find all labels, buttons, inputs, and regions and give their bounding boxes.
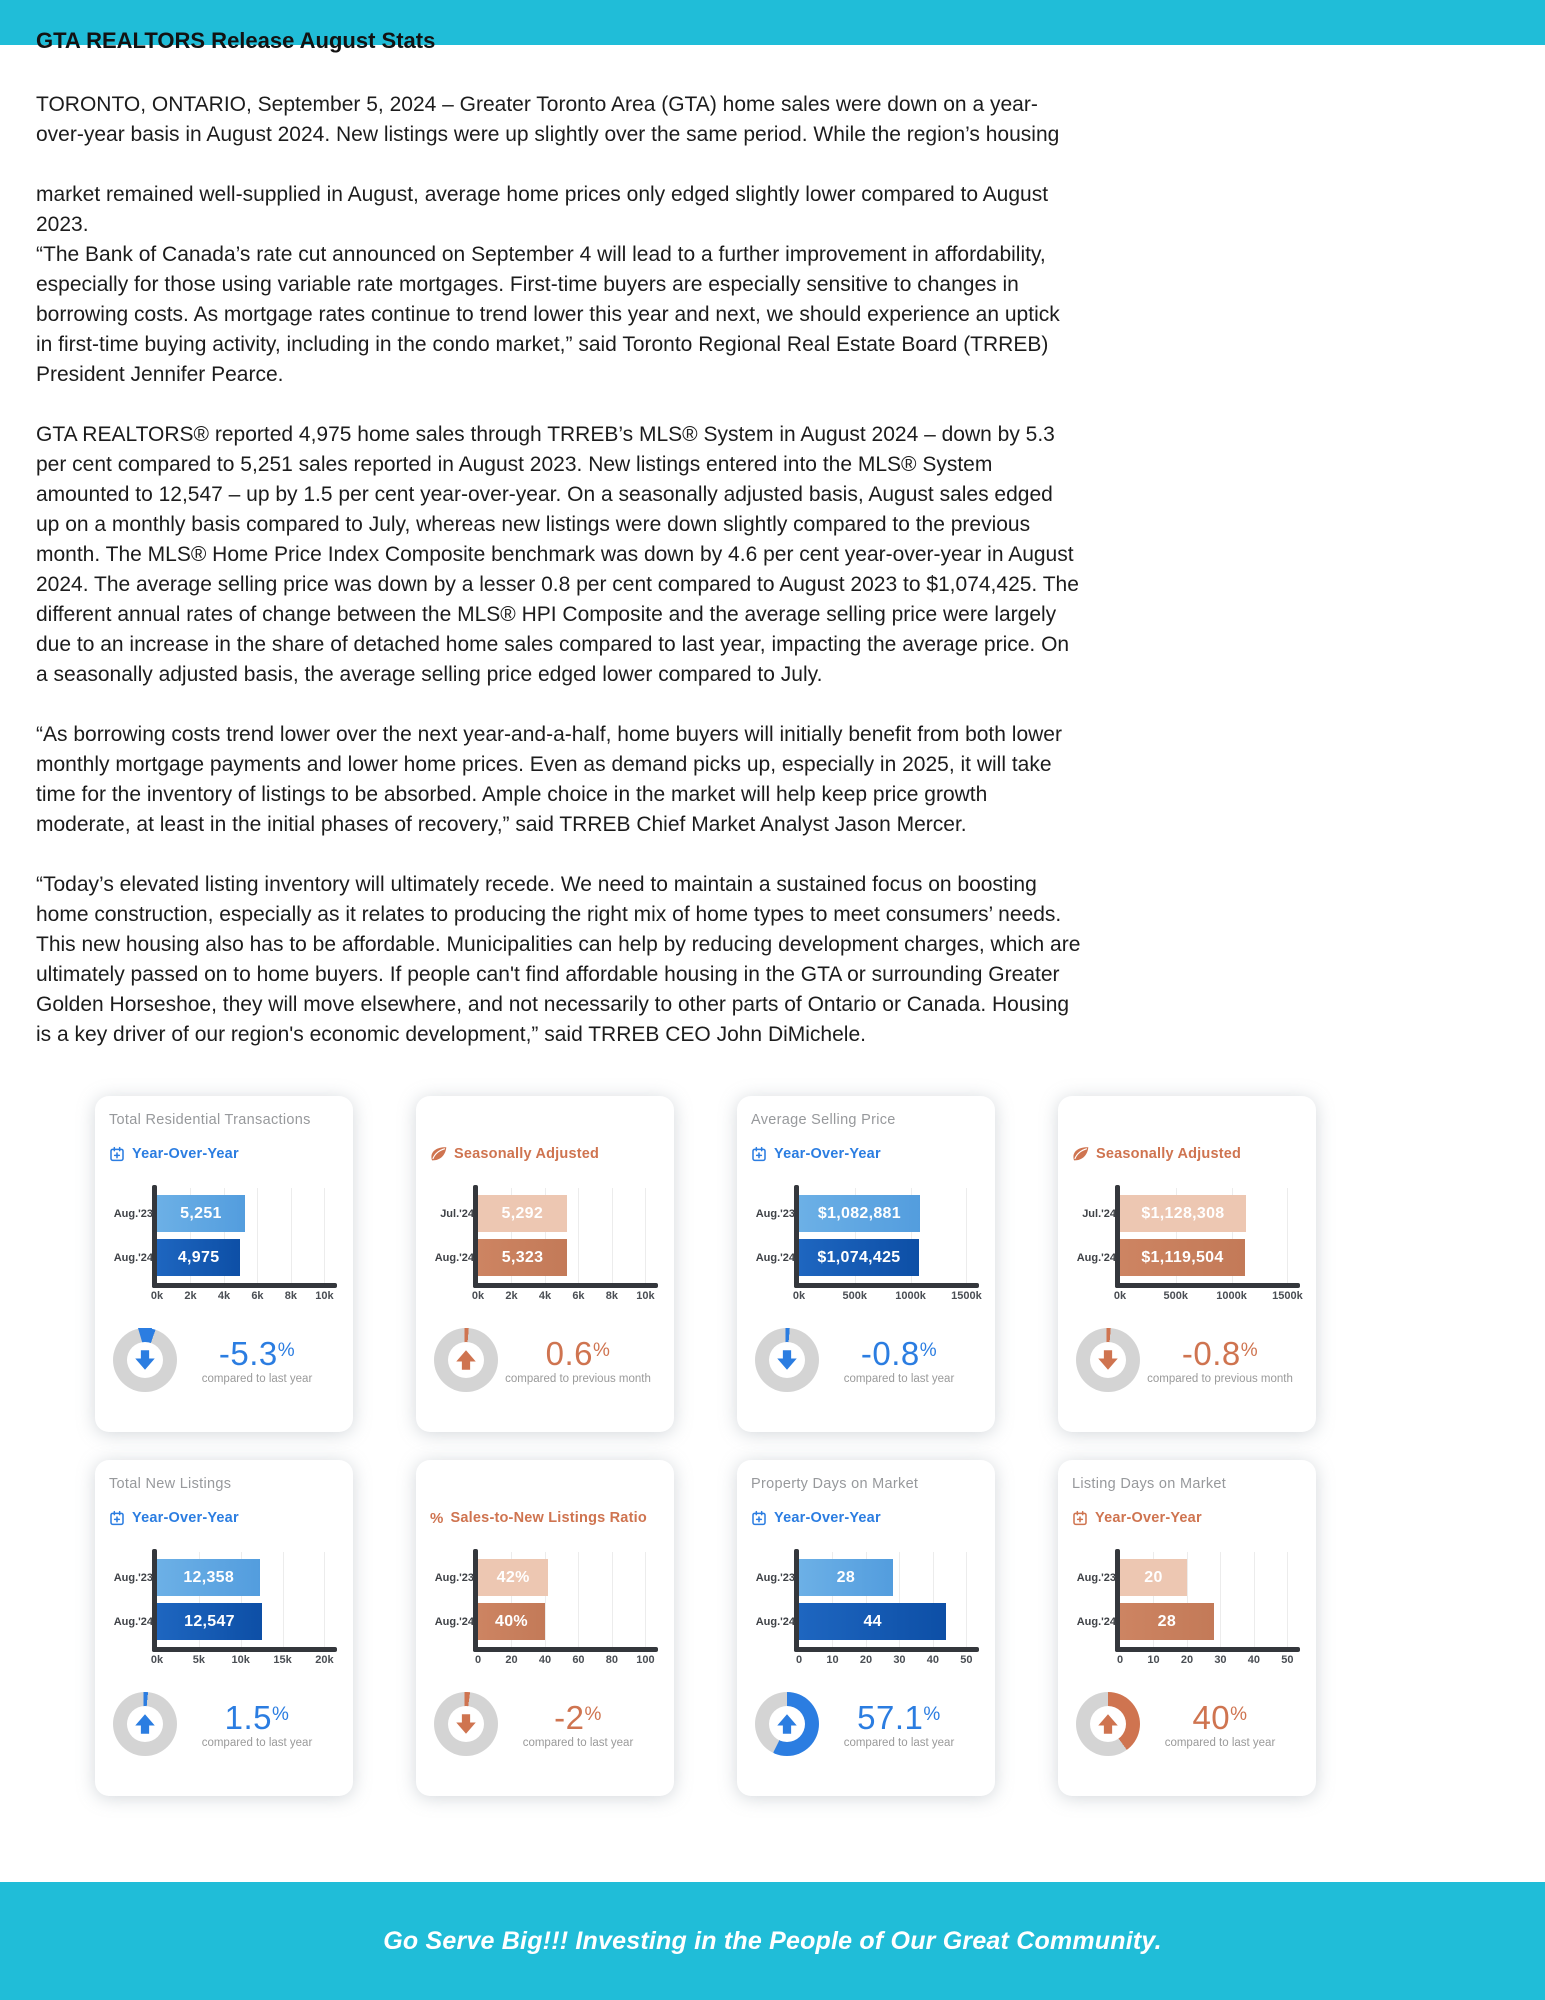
bar-previous-period	[799, 1195, 920, 1232]
tick-label: 0	[1116, 1654, 1124, 1666]
bar-category-label: Aug.'24	[113, 1615, 153, 1628]
up-arrow-icon	[133, 1712, 157, 1736]
x-axis	[152, 1283, 337, 1288]
card-period-badge	[1072, 1144, 1302, 1164]
bar-row	[751, 1603, 979, 1640]
tick-label: 100	[636, 1654, 655, 1666]
tick-label: 10k	[315, 1290, 334, 1302]
bar-category-label: Aug.'24	[434, 1251, 474, 1264]
stat-card	[416, 1460, 674, 1796]
donut-hole	[1090, 1706, 1126, 1742]
bar-previous-period	[478, 1195, 567, 1232]
stat-card	[737, 1460, 995, 1796]
donut-hole	[127, 1342, 163, 1378]
tick-label: 20	[1180, 1654, 1194, 1666]
card-badge-label: Seasonally Adjusted	[1096, 1146, 1242, 1162]
tick-label: 500k	[842, 1290, 868, 1302]
tick-label: 5k	[192, 1654, 205, 1666]
calendar-icon	[109, 1146, 125, 1162]
delta-donut	[755, 1328, 819, 1392]
x-axis-ticks	[471, 1290, 658, 1306]
press-release-body	[36, 28, 1081, 1050]
bar-current-period	[478, 1239, 567, 1276]
up-arrow-icon	[454, 1348, 478, 1372]
bar-category-label: Aug.'23	[755, 1207, 795, 1220]
change-indicator	[434, 1328, 658, 1392]
bar-row	[751, 1559, 979, 1596]
bar-chart	[751, 1552, 981, 1670]
change-indicator	[755, 1328, 979, 1392]
bar-value-label: $1,119,504	[1141, 1248, 1224, 1266]
donut-hole	[769, 1342, 805, 1378]
stat-card	[95, 1460, 353, 1796]
bar-chart	[109, 1188, 339, 1306]
tick-label: 0k	[471, 1290, 485, 1302]
x-axis	[1115, 1283, 1300, 1288]
donut-hole	[448, 1706, 484, 1742]
bar-value-label: $1,074,425	[817, 1248, 901, 1266]
bar-current-period	[1120, 1239, 1245, 1276]
bar-chart	[751, 1188, 981, 1306]
x-axis	[794, 1647, 979, 1652]
bar-value-label: 40%	[495, 1612, 528, 1630]
card-badge-label: Year-Over-Year	[132, 1146, 239, 1162]
tick-label: 4k	[217, 1290, 231, 1302]
bar-previous-period	[157, 1195, 245, 1232]
calendar-icon	[751, 1146, 767, 1162]
x-axis-ticks	[795, 1654, 979, 1670]
card-period-badge	[430, 1144, 660, 1164]
delta-caption: compared to previous month	[1147, 1373, 1293, 1385]
bar-current-period	[157, 1239, 240, 1276]
card-badge-label: Sales-to-New Listings Ratio	[450, 1510, 647, 1526]
bar-category-label: Aug.'24	[113, 1251, 153, 1264]
bar-category-label: Jul.'24	[440, 1207, 474, 1220]
stat-card	[416, 1096, 674, 1432]
bar-value-label: 44	[863, 1612, 882, 1630]
bar-row	[109, 1559, 337, 1596]
tick-label: 40	[926, 1654, 940, 1666]
stat-card	[1058, 1096, 1316, 1432]
tick-label: 2k	[184, 1290, 197, 1302]
tick-label: 500k	[1163, 1290, 1189, 1302]
donut-hole	[769, 1706, 805, 1742]
bar-category-label: Aug.'23	[113, 1571, 153, 1584]
delta-caption: compared to last year	[201, 1737, 313, 1749]
bar-value-label: 12,358	[183, 1568, 235, 1586]
down-arrow-icon	[454, 1712, 478, 1736]
x-axis	[794, 1283, 979, 1288]
x-axis-ticks	[792, 1290, 982, 1306]
card-badge-label: Year-Over-Year	[774, 1146, 881, 1162]
leaf-icon	[1072, 1146, 1089, 1162]
bar-current-period	[1120, 1603, 1214, 1640]
card-title: Property Days on Market	[751, 1476, 919, 1492]
bar-category-label: Aug.'24	[434, 1615, 474, 1628]
delta-percentage: 1.5%	[224, 1699, 290, 1736]
bar-previous-period	[1120, 1195, 1246, 1232]
bar-previous-period	[799, 1559, 893, 1596]
change-indicator	[434, 1692, 658, 1756]
delta-percentage: -0.8%	[1181, 1335, 1259, 1372]
bar-category-label: Aug.'24	[1076, 1251, 1116, 1264]
bar-category-label: Aug.'23	[113, 1207, 153, 1220]
delta-donut	[1076, 1692, 1140, 1756]
card-period-badge	[751, 1508, 981, 1528]
tick-label: 6k	[251, 1290, 264, 1302]
donut-hole	[448, 1342, 484, 1378]
x-axis	[473, 1283, 658, 1288]
delta-percentage: -2%	[554, 1699, 602, 1736]
tick-label: 1500k	[951, 1290, 982, 1302]
delta-caption: compared to last year	[843, 1373, 955, 1385]
delta-donut	[434, 1328, 498, 1392]
tick-label: 30	[893, 1654, 906, 1666]
stat-card	[1058, 1460, 1316, 1796]
card-period-badge	[430, 1508, 660, 1528]
bar-rows	[109, 1188, 337, 1283]
card-badge-label: Year-Over-Year	[1095, 1510, 1202, 1526]
bar-current-period	[799, 1239, 919, 1276]
card-title: Total Residential Transactions	[109, 1112, 311, 1128]
card-period-badge	[109, 1144, 339, 1164]
delta-donut	[755, 1692, 819, 1756]
bar-current-period	[157, 1603, 262, 1640]
bar-row	[1072, 1603, 1300, 1640]
delta-percentage: -5.3%	[218, 1335, 296, 1372]
bar-category-label: Aug.'24	[755, 1251, 795, 1264]
tick-label: 6k	[572, 1290, 585, 1302]
x-axis	[152, 1647, 337, 1652]
bar-value-label: 28	[1157, 1612, 1177, 1630]
tick-label: 1000k	[895, 1290, 926, 1302]
paragraph-pearce-quote: “The Bank of Canada’s rate cut announced on September 4 will lead to a further improvement in affordability, especially for those using variable rate mortgages. First-time buyers are especially sensitive to changes in borrowing costs. As mortgage rates continue to trend lower this year and next, we should experience an uptick in first-time buying activity, including in the condo market,” said Toronto Regional Real Estate Board (TRREB) President Jennifer Pearce.	[36, 243, 1060, 386]
down-arrow-icon	[1096, 1348, 1120, 1372]
bar-row	[109, 1195, 337, 1232]
tick-label: 60	[572, 1654, 585, 1666]
bar-value-label: 4,975	[177, 1248, 220, 1266]
delta-caption: compared to last year	[201, 1373, 313, 1385]
delta-caption: compared to previous month	[505, 1373, 651, 1385]
bar-row	[430, 1559, 658, 1596]
delta-caption: compared to last year	[843, 1737, 955, 1749]
tick-label: 15k	[273, 1654, 292, 1666]
x-axis-ticks	[1116, 1654, 1300, 1670]
donut-hole	[1090, 1342, 1126, 1378]
bar-rows	[751, 1188, 979, 1283]
tick-label: 2k	[505, 1290, 518, 1302]
bar-previous-period	[478, 1559, 548, 1596]
change-indicator	[1076, 1328, 1300, 1392]
footer-band	[0, 1882, 1545, 2000]
footer-motto: Go Serve Big!!! Investing in the People of Our Great Community.	[383, 1926, 1162, 1955]
bar-row	[430, 1239, 658, 1276]
bar-value-label: 5,251	[180, 1204, 222, 1222]
paragraph-dimichele-quote: “Today’s elevated listing inventory will ultimately recede. We need to maintain a sustained focus on boosting home construction, especially as it relates to producing the right mix of home types to meet consumers’ needs. This new housing also has to be affordable. Municipalities can help by reducing development charges, which are ultimately passed on to home buyers. If people can't find affordable housing in the GTA or surrounding Greater Golden Horseshoe, they will move elsewhere, and not necessarily to other parts of Ontario or Canada. Housing is a key driver of our region's economic development,” said TRREB CEO John DiMichele.	[36, 873, 1081, 1046]
tick-label: 1000k	[1216, 1290, 1247, 1302]
delta-percentage: -0.8%	[860, 1335, 938, 1372]
up-arrow-icon	[775, 1712, 799, 1736]
tick-label: 0k	[150, 1290, 164, 1302]
x-axis-ticks	[150, 1654, 337, 1670]
bar-category-label: Aug.'24	[755, 1615, 795, 1628]
card-period-badge	[109, 1508, 339, 1528]
change-indicator	[113, 1328, 337, 1392]
bar-row	[1072, 1195, 1300, 1232]
bar-value-label: 12,547	[184, 1612, 235, 1630]
tick-label: 10	[1147, 1654, 1160, 1666]
bar-rows	[1072, 1552, 1300, 1647]
tick-label: 20	[859, 1654, 873, 1666]
tick-label: 30	[1214, 1654, 1227, 1666]
bar-category-label: Jul.'24	[1082, 1207, 1116, 1220]
card-badge-label: Year-Over-Year	[774, 1510, 881, 1526]
delta-percentage: 57.1%	[857, 1699, 941, 1736]
tick-label: 10k	[231, 1654, 250, 1666]
bar-current-period	[799, 1603, 946, 1640]
tick-label: 0k	[150, 1654, 164, 1666]
card-period-badge	[751, 1144, 981, 1164]
tick-label: 50	[1281, 1654, 1294, 1666]
tick-label: 0k	[792, 1290, 806, 1302]
delta-caption: compared to last year	[1164, 1737, 1276, 1749]
bar-current-period	[478, 1603, 545, 1640]
bar-row	[751, 1195, 979, 1232]
delta-donut	[113, 1328, 177, 1392]
tick-label: 10	[826, 1654, 839, 1666]
tick-label: 20k	[315, 1654, 334, 1666]
calendar-icon	[109, 1510, 125, 1526]
card-badge-label: Seasonally Adjusted	[454, 1146, 600, 1162]
bar-value-label: 20	[1144, 1568, 1163, 1586]
bar-rows	[1072, 1188, 1300, 1283]
tick-label: 40	[1247, 1654, 1261, 1666]
bar-value-label: $1,128,308	[1141, 1204, 1225, 1222]
card-title: Average Selling Price	[751, 1112, 896, 1128]
stat-cards	[95, 1096, 1317, 1796]
bar-rows	[430, 1552, 658, 1647]
tick-label: 10k	[636, 1290, 655, 1302]
stat-card	[95, 1096, 353, 1432]
x-axis	[1115, 1647, 1300, 1652]
down-arrow-icon	[775, 1348, 799, 1372]
page-title: GTA REALTORS Release August Stats	[36, 28, 436, 53]
bar-rows	[751, 1552, 979, 1647]
tick-label: 0	[795, 1654, 803, 1666]
paragraph-mercer-quote: “As borrowing costs trend lower over the next year-and-a-half, home buyers will initially benefit from both lower monthly mortgage payments and lower home prices. Even as demand picks up, especially in 2025, it will take time for the inventory of listings to be absorbed. Ample choice in the market will help keep price growth moderate, at least in the initial phases of recovery,” said TRREB Chief Market Analyst Jason Mercer.	[36, 723, 1062, 836]
stat-card	[737, 1096, 995, 1432]
bar-previous-period	[1120, 1559, 1187, 1596]
change-indicator	[1076, 1692, 1300, 1756]
up-arrow-icon	[1096, 1712, 1120, 1736]
bar-rows	[430, 1188, 658, 1283]
x-axis	[473, 1647, 658, 1652]
bar-value-label: 42%	[496, 1568, 530, 1586]
delta-percentage: 40%	[1192, 1699, 1248, 1736]
tick-label: 20	[505, 1654, 518, 1666]
bar-row	[430, 1603, 658, 1640]
tick-label: 40	[538, 1654, 552, 1666]
tick-label: 0k	[1113, 1290, 1127, 1302]
calendar-icon	[751, 1510, 767, 1526]
paragraph-stats: GTA REALTORS® reported 4,975 home sales through TRREB’s MLS® System in August 2024 – down by 5.3 per cent compared to 5,251 sales reported in August 2023. New listings entered into the MLS® System amounted to 12,547 – up by 1.5 per cent year-over-year. On a seasonally adjusted basis, August sales edged up on a monthly basis compared to July, whereas new listings were down slightly compared to the previous month. The MLS® Home Price Index Composite benchmark was down by 4.6 per cent year-over-year in August 2024. The average selling price was down by a lesser 0.8 per cent compared to August 2023 to $1,074,425. The different annual rates of change between the MLS® HPI Composite and the average selling price were largely due to an increase in the share of detached home sales compared to last year, impacting the average price. On a seasonally adjusted basis, the average selling price edged lower compared to July.	[36, 423, 1079, 686]
bar-category-label: Aug.'24	[1076, 1615, 1116, 1628]
bar-row	[1072, 1559, 1300, 1596]
card-title	[430, 1112, 660, 1134]
x-axis-ticks	[474, 1654, 658, 1670]
delta-donut	[1076, 1328, 1140, 1392]
bar-chart	[430, 1552, 660, 1670]
bar-value-label: $1,082,881	[817, 1204, 901, 1222]
x-axis-ticks	[150, 1290, 337, 1306]
bar-chart	[1072, 1188, 1302, 1306]
card-title: Total New Listings	[109, 1476, 232, 1492]
bar-category-label: Aug.'23	[755, 1571, 795, 1584]
change-indicator	[755, 1692, 979, 1756]
card-badge-label: Year-Over-Year	[132, 1510, 239, 1526]
calendar-icon	[1072, 1510, 1088, 1526]
paragraph-intro: TORONTO, ONTARIO, September 5, 2024 – Greater Toronto Area (GTA) home sales were down on a year-over-year basis in August 2024. New listings were up slightly over the same period. While the region’s housing	[36, 93, 1060, 146]
bar-row	[430, 1195, 658, 1232]
delta-donut	[434, 1692, 498, 1756]
bar-chart	[109, 1552, 339, 1670]
tick-label: 4k	[538, 1290, 552, 1302]
tick-label: 8k	[284, 1290, 298, 1302]
bar-chart	[430, 1188, 660, 1306]
bar-value-label: 28	[836, 1568, 856, 1586]
percent-icon: %	[430, 1509, 444, 1527]
donut-hole	[127, 1706, 163, 1742]
tick-label: 1500k	[1272, 1290, 1303, 1302]
card-title: Listing Days on Market	[1072, 1476, 1227, 1492]
paragraph-market: market remained well-supplied in August, average home prices only edged slightly lower compared to August 2023.	[36, 183, 1049, 236]
card-title	[430, 1476, 660, 1498]
leaf-icon	[430, 1146, 447, 1162]
bar-row	[751, 1239, 979, 1276]
change-indicator	[113, 1692, 337, 1756]
bar-row	[1072, 1239, 1300, 1276]
delta-caption: compared to last year	[522, 1737, 634, 1749]
bar-category-label: Aug.'23	[434, 1571, 474, 1584]
bar-value-label: 5,292	[501, 1204, 544, 1222]
bar-rows	[109, 1552, 337, 1647]
bar-row	[109, 1239, 337, 1276]
bar-value-label: 5,323	[501, 1248, 544, 1266]
card-title	[1072, 1112, 1302, 1134]
tick-label: 8k	[605, 1290, 619, 1302]
x-axis-ticks	[1113, 1290, 1303, 1306]
bar-previous-period	[157, 1559, 260, 1596]
down-arrow-icon	[133, 1348, 157, 1372]
bar-row	[109, 1603, 337, 1640]
bar-category-label: Aug.'23	[1076, 1571, 1116, 1584]
tick-label: 80	[605, 1654, 619, 1666]
bar-chart	[1072, 1552, 1302, 1670]
delta-percentage: 0.6%	[545, 1335, 611, 1372]
tick-label: 0	[474, 1654, 482, 1666]
card-period-badge	[1072, 1508, 1302, 1528]
delta-donut	[113, 1692, 177, 1756]
tick-label: 50	[960, 1654, 973, 1666]
